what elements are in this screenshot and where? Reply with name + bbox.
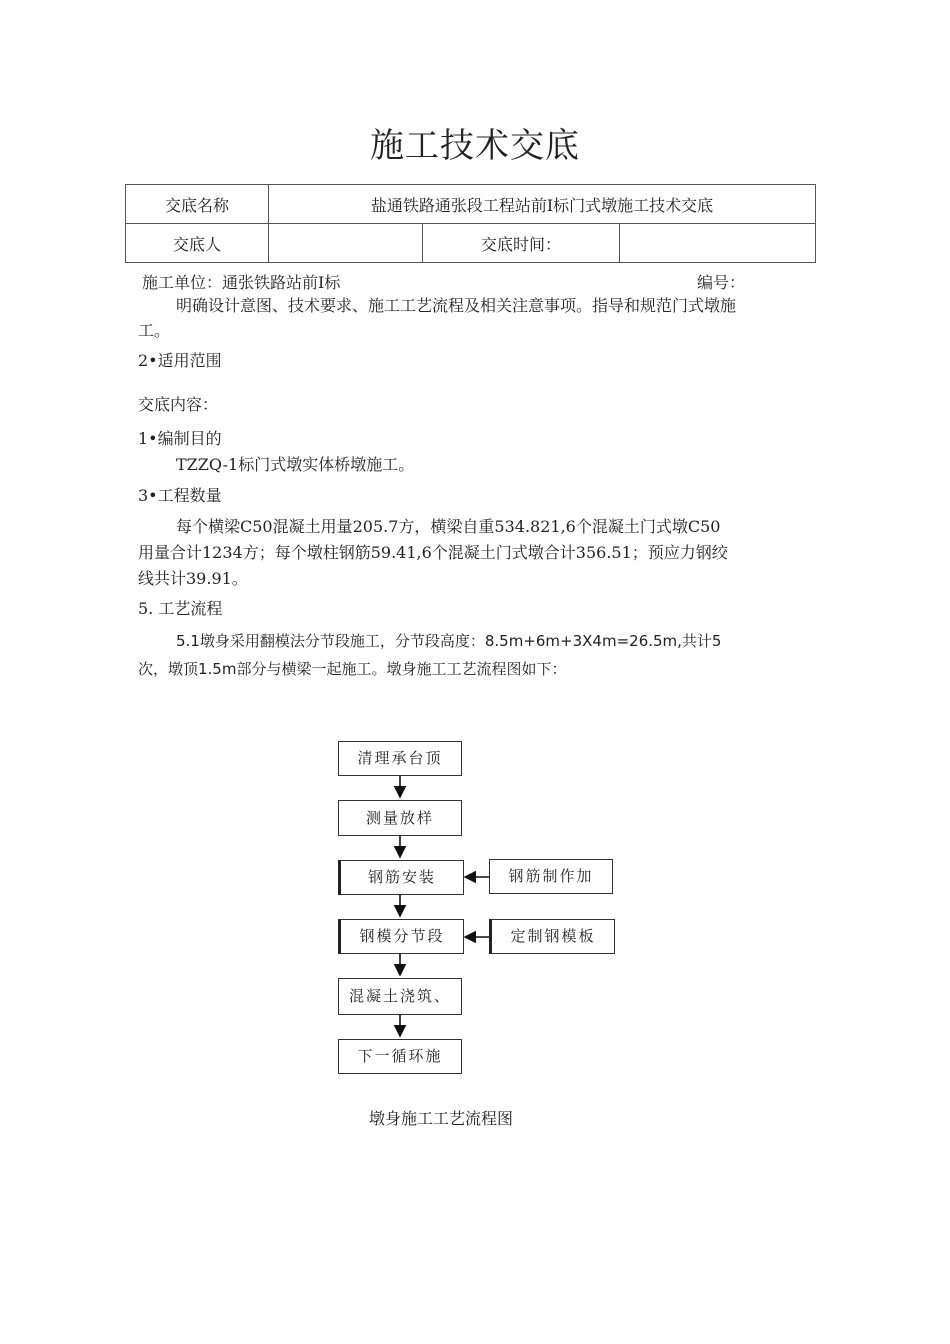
content-heading: 交底内容： bbox=[138, 395, 219, 414]
quantity-heading: 3•工程数量 bbox=[138, 486, 222, 505]
person-label: 交底人 bbox=[126, 224, 269, 263]
scope-heading: 2•适用范围 bbox=[138, 351, 222, 370]
compile-heading: 1•编制目的 bbox=[138, 429, 222, 448]
process-line-1: 5.1墩身采用翻模法分节段施工，分节段高度：8.5m+6m+3X4m=26.5m,共计5 bbox=[176, 632, 722, 650]
time-label: 交底时间： bbox=[423, 224, 620, 263]
quantity-line-2: 用量合计1234方；每个墩柱钢筋59.41,6个混凝土门式墩合计356.51；预应力钢绞 bbox=[138, 543, 728, 562]
number-label: 编号： bbox=[697, 273, 746, 292]
scope-text: TZZQ-1标门式墩实体桥墩施工。 bbox=[176, 455, 415, 474]
flow-step-rebar-install: 钢筋安装 bbox=[338, 860, 464, 895]
document-title: 施工技术交底 bbox=[370, 126, 580, 166]
quantity-line-1: 每个横梁C50混凝土用量205.7方，横梁自重534.821,6个混凝土门式墩C50 bbox=[176, 517, 721, 536]
unit-line: 施工单位：通张铁路站前Ⅰ标 bbox=[142, 273, 341, 292]
flowchart-caption: 墩身施工工艺流程图 bbox=[369, 1109, 514, 1128]
flow-input-rebar-fab: 钢筋制作加 bbox=[489, 859, 613, 894]
flow-step-clean: 清理承台顶 bbox=[338, 741, 462, 776]
name-label: 交底名称 bbox=[126, 185, 269, 224]
flow-step-survey: 测量放样 bbox=[338, 800, 462, 836]
process-line-2: 次，墩顶1.5m部分与横梁一起施工。墩身施工工艺流程图如下： bbox=[138, 660, 567, 678]
quantity-line-3: 线共计39.91。 bbox=[138, 569, 248, 588]
process-heading: 5. 工艺流程 bbox=[138, 599, 223, 618]
name-value: 盐通铁路通张段工程站前Ⅰ标门式墩施工技术交底 bbox=[269, 185, 816, 224]
flow-step-concrete: 混凝土浇筑、 bbox=[338, 978, 462, 1015]
purpose-line-1: 明确设计意图、技术要求、施工工艺流程及相关注意事项。指导和规范门式墩施 bbox=[176, 296, 737, 315]
flow-input-custom-formwork: 定制钢模板 bbox=[489, 919, 615, 954]
flow-step-next-cycle: 下一循环施 bbox=[338, 1039, 462, 1074]
purpose-line-2: 工。 bbox=[138, 321, 171, 340]
flow-step-formwork: 钢模分节段 bbox=[338, 919, 464, 954]
